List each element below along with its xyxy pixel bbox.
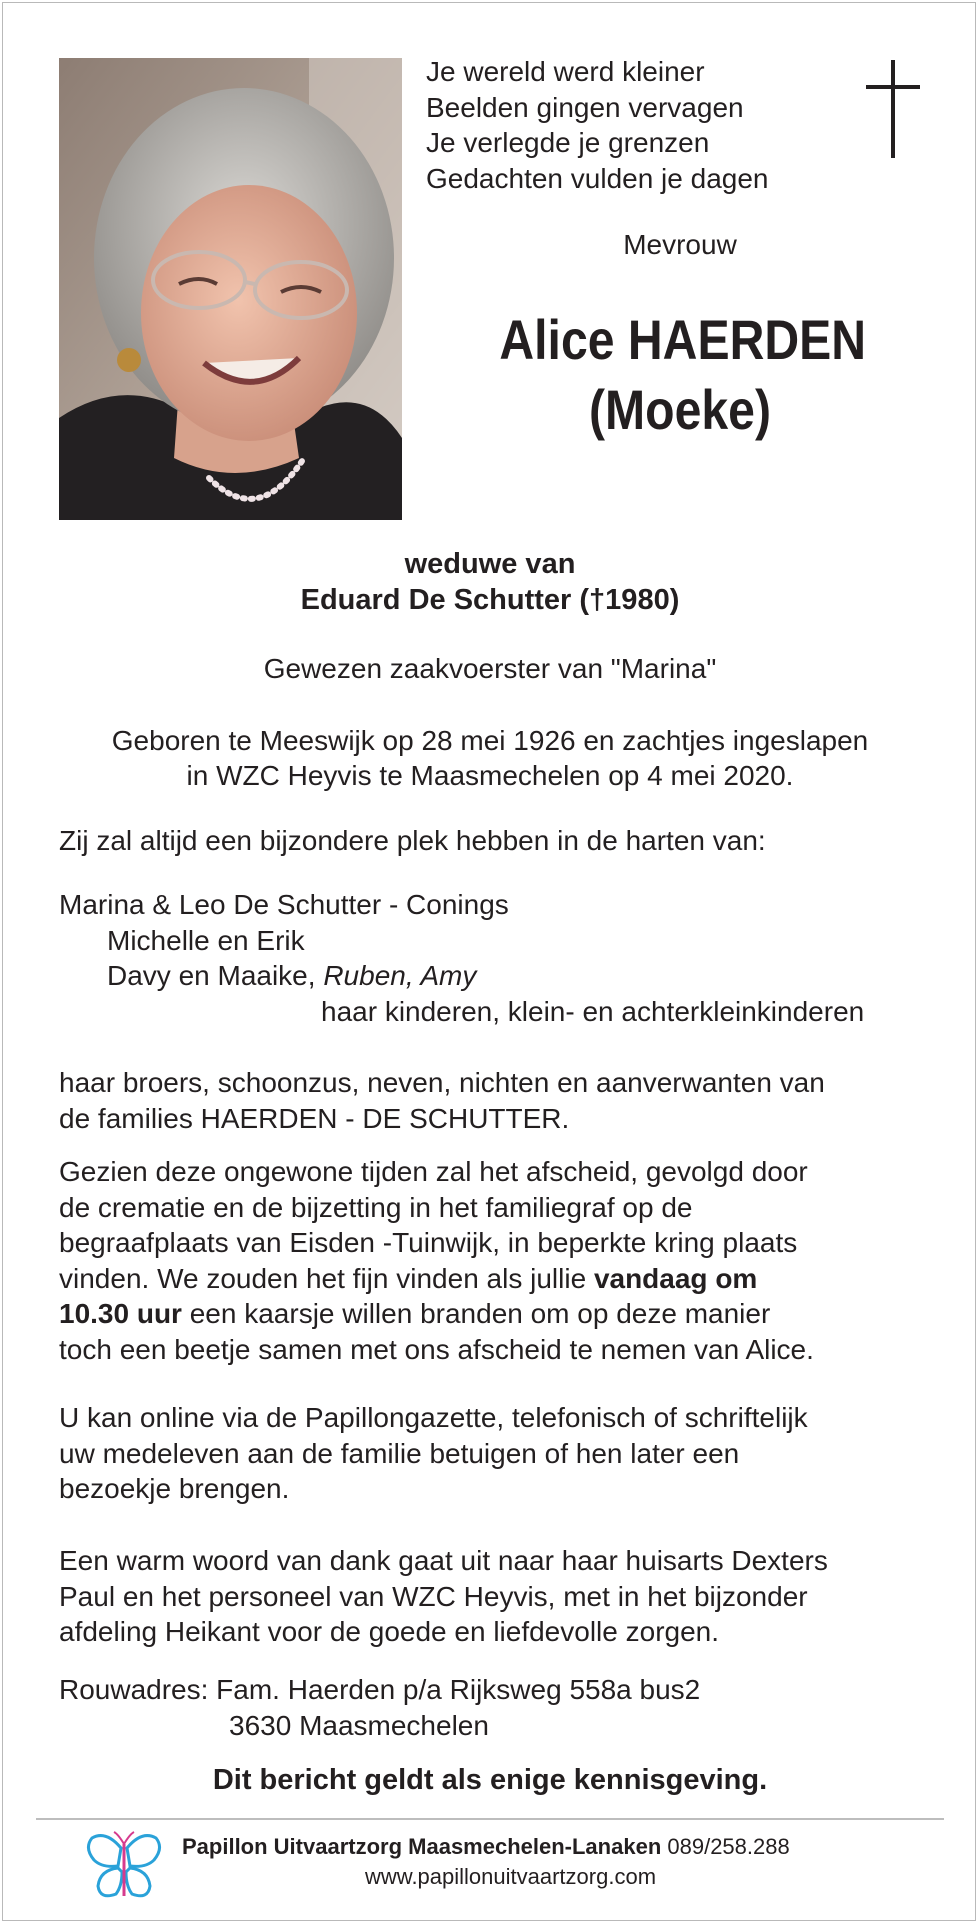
family-list xyxy=(59,887,864,1029)
family-line-names: Davy en Maaike, xyxy=(107,960,324,991)
ceremony-line xyxy=(59,1296,814,1332)
thanks-line: Een warm woord van dank gaat uit naar haar huisarts Dexters xyxy=(59,1545,828,1576)
funeral-home xyxy=(182,1834,790,1860)
relatives-line: haar broers, schoonzus, neven, nichten en aanverwanten van xyxy=(59,1067,825,1098)
cross-icon xyxy=(866,60,920,160)
poem-line: Beelden gingen vervagen xyxy=(426,91,744,123)
birth-death-info xyxy=(0,723,980,793)
relatives-line: de families HAERDEN - DE SCHUTTER. xyxy=(59,1102,570,1134)
address-line: 3630 Maasmechelen xyxy=(229,1709,489,1741)
occupation: Gewezen zaakvoerster van "Marina" xyxy=(263,653,717,684)
family-line xyxy=(59,958,864,994)
thanks xyxy=(59,1543,828,1650)
poem-line: Je verlegde je grenzen xyxy=(426,127,710,158)
ceremony-text: een kaarsje willen branden om op deze manier xyxy=(181,1298,771,1329)
address-line: Rouwadres: Fam. Haerden p/a Rijksweg 558a bus2 xyxy=(59,1674,701,1705)
thanks-line: afdeling Heikant voor de goede en liefdevolle zorgen. xyxy=(59,1616,720,1647)
spouse-block xyxy=(0,546,980,618)
salutation: Mevrouw xyxy=(623,229,737,260)
family-line: Marina & Leo De Schutter - Conings xyxy=(59,889,509,920)
family-line: Michelle en Erik xyxy=(107,924,305,956)
ceremony-line xyxy=(59,1261,814,1297)
funeral-home-phone: 089/258.288 xyxy=(661,1834,790,1859)
funeral-home-website[interactable]: www.papillonuitvaartzorg.com xyxy=(365,1864,657,1889)
ceremony-line: begraafplaats van Eisden -Tuinwijk, in beperkte kring plaats xyxy=(59,1227,798,1258)
condolence-line: U kan online via de Papillongazette, telefonisch of schriftelijk xyxy=(59,1402,808,1433)
poem-line: Je wereld werd kleiner xyxy=(426,56,705,87)
deceased-name xyxy=(499,305,867,445)
name-line: Alice HAERDEN xyxy=(499,308,867,371)
born-line: in WZC Heyvis te Maasmechelen op 4 mei 2020. xyxy=(186,760,794,791)
footer-divider xyxy=(36,1818,944,1820)
mourning-address xyxy=(59,1672,700,1743)
poem-line: Gedachten vulden je dagen xyxy=(426,162,769,194)
poem xyxy=(426,54,769,196)
spouse-name: Eduard De Schutter (†1980) xyxy=(300,584,680,616)
ceremony-info xyxy=(59,1154,814,1367)
ceremony-line: de crematie en de bijzetting in het familiegraf op de xyxy=(59,1191,693,1223)
condolence-line: uw medeleven aan de familie betuigen of hen later een xyxy=(59,1437,740,1469)
relatives xyxy=(59,1065,825,1136)
thanks-line: Paul en het personeel van WZC Heyvis, met in het bijzonder xyxy=(59,1580,808,1612)
portrait-illustration xyxy=(59,58,402,520)
grandchildren-names: Ruben, Amy xyxy=(323,960,477,991)
ceremony-emphasis: vandaag om xyxy=(593,1262,758,1294)
widow-label: weduwe van xyxy=(404,548,576,580)
hearts-intro: Zij zal altijd een bijzondere plek hebben in de harten van: xyxy=(59,825,766,856)
funeral-home-name: Papillon Uitvaartzorg Maasmechelen-Lanaken xyxy=(182,1834,662,1859)
ceremony-line: toch een beetje samen met ons afscheid te nemen van Alice. xyxy=(59,1333,814,1365)
ceremony-time: 10.30 uur xyxy=(59,1298,182,1329)
ceremony-text: vinden. We zouden het fijn vinden als jullie xyxy=(59,1262,594,1294)
butterfly-logo-icon xyxy=(86,1830,162,1902)
nickname-line: (Moeke) xyxy=(589,378,771,441)
notice: Dit bericht geldt als enige kennisgeving. xyxy=(212,1764,768,1796)
ceremony-line: Gezien deze ongewone tijden zal het afscheid, gevolgd door xyxy=(59,1156,808,1187)
born-line: Geboren te Meeswijk op 28 mei 1926 en zachtjes ingeslapen xyxy=(111,725,869,756)
portrait-photo xyxy=(59,58,402,520)
condolence-info xyxy=(59,1400,808,1507)
family-caption: haar kinderen, klein- en achterkleinkinderen xyxy=(321,995,865,1027)
condolence-line: bezoekje brengen. xyxy=(59,1473,290,1504)
